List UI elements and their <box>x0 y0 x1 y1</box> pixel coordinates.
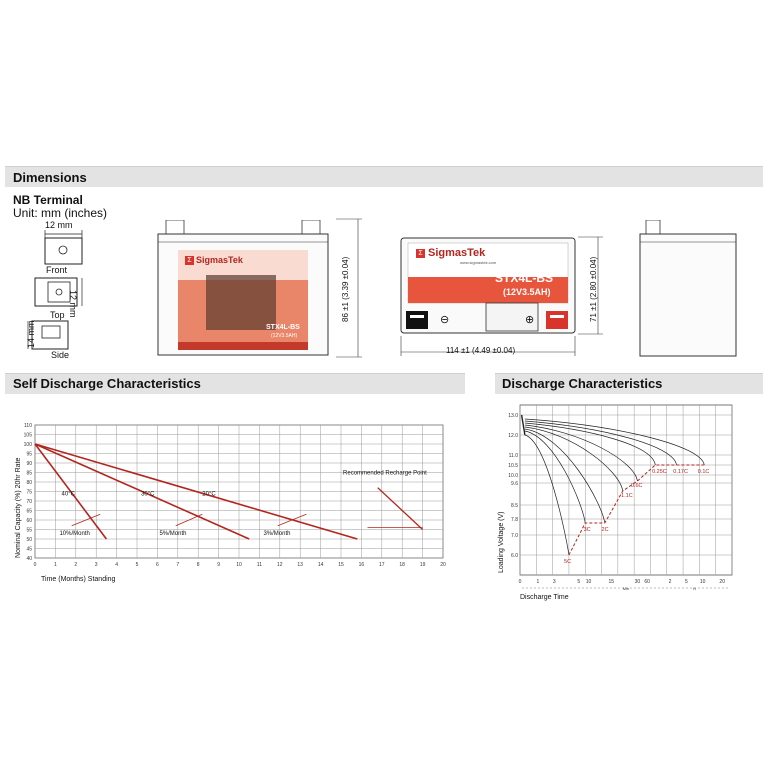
sd-x-tick: 0 <box>33 562 37 568</box>
dc-y-tick: 10.5 <box>508 463 518 469</box>
sd-x-tick: 11 <box>256 562 263 568</box>
dc-x-tick: 5 <box>684 579 688 585</box>
sd-y-label: Nominal Capacity (%) 20hr Rate <box>15 457 22 558</box>
sd-rate-label: 5%/Month <box>159 531 187 538</box>
sd-y-tick: 110 <box>24 423 32 429</box>
height2-dim-label: 71 ±1 (2.80 ±0.04) <box>589 256 598 322</box>
dc-x-tick: 3 <box>552 579 556 585</box>
dc-y-tick: 10.0 <box>508 473 518 479</box>
sd-y-tick: 70 <box>26 499 32 505</box>
terminal-height-label: 12 mm <box>68 290 78 318</box>
dc-x-tick: 10 <box>699 579 706 585</box>
height-dim-label: 86 ±1 (3.39 ±0.04) <box>341 256 350 322</box>
top-website: www.sigmastek.com <box>460 260 497 265</box>
sd-rate-label: 3%/Month <box>263 531 291 538</box>
minus-terminal-icon: ⊖ <box>440 314 450 326</box>
sd-x-tick: 2 <box>74 562 78 568</box>
dc-plot-area <box>520 405 732 575</box>
top-logo-icon: Σ <box>416 249 425 258</box>
sd-x-tick: 18 <box>399 562 405 568</box>
terminal-width-label: 12 mm <box>45 220 73 230</box>
top-model: STX4L-BS <box>495 271 554 285</box>
front-spec: (12V3.5AH) <box>271 333 298 339</box>
sd-x-tick: 9 <box>217 562 220 568</box>
sd-y-tick: 105 <box>23 432 32 439</box>
top-label: Top <box>50 310 65 320</box>
battery-front-view <box>156 220 330 357</box>
top-view-dimension-lines <box>398 234 608 359</box>
sd-x-tick: 4 <box>115 562 118 568</box>
dc-y-tick: 8.5 <box>511 503 518 509</box>
dc-x-tick: 0 <box>518 579 522 585</box>
front-logo-icon: Σ <box>185 256 194 265</box>
dc-x-tick: 1 <box>536 579 540 585</box>
sd-x-tick: 1 <box>54 562 57 568</box>
plus-terminal-icon: ⊕ <box>525 314 535 326</box>
dc-x-tick: 2 <box>668 579 672 585</box>
terminal-front-view <box>45 238 82 264</box>
dc-rate-label: 3C <box>583 527 591 533</box>
dc-rate-label: 2C <box>601 527 609 533</box>
sd-series-label: 30°C <box>141 491 155 498</box>
unit-label: Unit: mm (inches) <box>13 206 108 220</box>
side-height-label: 14 mm <box>26 320 36 348</box>
sd-y-tick: 100 <box>23 442 32 448</box>
dc-x-tick: 20 <box>719 579 725 585</box>
dc-rate-label: 5C <box>564 559 572 565</box>
sd-x-tick: 3 <box>94 562 98 568</box>
sd-x-tick: 13 <box>297 562 303 568</box>
dc-y-tick: 12.0 <box>508 433 518 439</box>
sd-x-tick: 6 <box>156 562 159 568</box>
battery-side-view <box>638 220 738 360</box>
width-dim-label: 114 ±1 (4.49 ±0.04) <box>446 346 516 355</box>
dc-y-tick: 7.0 <box>511 533 518 539</box>
sd-x-tick: 15 <box>338 562 344 568</box>
dc-rate-label: 0.1C <box>697 469 710 475</box>
front-brand: SigmasTek <box>196 255 243 265</box>
sd-y-tick: 95 <box>26 451 32 458</box>
dc-y-tick: 6.0 <box>511 553 518 559</box>
sd-y-tick: 55 <box>26 527 32 534</box>
front-model: STX4L-BS <box>266 324 300 331</box>
sd-x-tick: 20 <box>440 562 446 568</box>
discharge-title: Discharge Characteristics <box>502 376 663 391</box>
dc-x-tick: 60 <box>644 579 650 585</box>
dc-y-label: Loading Voltage (V) <box>498 511 505 573</box>
dc-y-tick: 13.0 <box>508 413 518 419</box>
dc-rate-label: 0.17C <box>673 469 688 475</box>
sd-rate-label: 10%/Month <box>59 531 90 538</box>
sd-series-label: 20°C <box>202 491 216 498</box>
sd-y-tick: 65 <box>26 508 32 515</box>
sd-y-tick: 90 <box>26 461 32 467</box>
front-label: Front <box>46 265 68 275</box>
dc-x-label: Discharge Time <box>520 594 569 601</box>
sd-x-tick: 10 <box>236 562 242 568</box>
dc-x-tick: 10 <box>585 579 592 585</box>
dc-rate-label: 0.25C <box>652 469 667 475</box>
dc-x-tick: 30 <box>634 579 641 585</box>
terminal-title: NB Terminal <box>13 193 83 207</box>
sd-y-tick: 45 <box>26 546 32 553</box>
dc-y-tick: 9.6 <box>511 481 518 487</box>
sd-x-tick: 7 <box>176 562 180 568</box>
sd-x-tick: 12 <box>277 562 283 568</box>
sd-series-label: 40°C <box>61 491 75 498</box>
top-spec: (12V3.5AH) <box>503 287 551 297</box>
dimensions-title: Dimensions <box>13 170 87 185</box>
sd-y-tick: 75 <box>26 489 32 496</box>
sd-y-tick: 60 <box>26 518 32 524</box>
self-discharge-chart <box>8 415 453 585</box>
sd-y-tick: 50 <box>26 537 32 543</box>
sd-x-tick: 16 <box>358 562 365 568</box>
top-brand: SigmasTek <box>428 247 486 259</box>
sd-x-label: Time (Months) Standing <box>41 576 116 583</box>
side-label: Side <box>51 350 70 360</box>
dc-y-tick: 7.8 <box>511 517 518 523</box>
sd-y-tick: 80 <box>26 480 32 486</box>
sd-x-tick: 19 <box>419 562 426 568</box>
terminal-side-view <box>32 321 68 349</box>
dc-x-tick: 5 <box>577 579 581 585</box>
sd-x-tick: 5 <box>135 562 139 568</box>
dc-y-tick: 11.0 <box>508 453 518 459</box>
discharge-chart <box>493 400 743 605</box>
dc-hr-label: H <box>692 586 696 591</box>
dc-min-label: Min <box>622 586 630 591</box>
self-discharge-title: Self Discharge Characteristics <box>13 376 201 391</box>
sd-y-tick: 85 <box>26 470 32 477</box>
dc-rate-label: 0.6C <box>630 483 643 489</box>
sd-x-tick: 14 <box>317 562 324 568</box>
sd-x-tick: 8 <box>196 562 200 568</box>
sd-annotation: Recommended Recharge Point <box>343 470 427 477</box>
sd-x-tick: 17 <box>379 562 385 568</box>
dimensions-header-bar <box>5 166 763 187</box>
dc-x-tick: 15 <box>608 579 615 585</box>
dc-rate-label: 1.1C <box>621 493 633 499</box>
sd-y-tick: 40 <box>26 556 32 562</box>
